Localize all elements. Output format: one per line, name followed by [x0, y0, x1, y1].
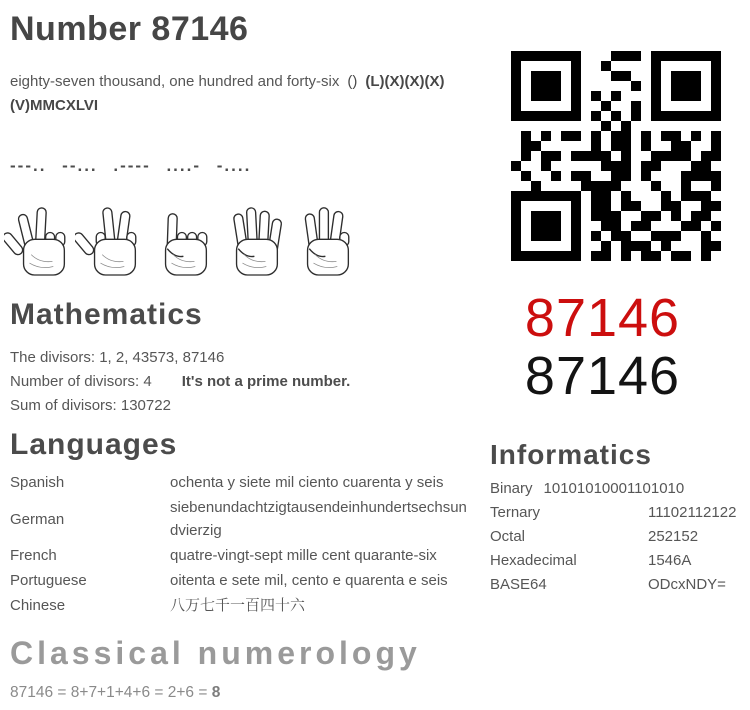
- finger-counting-row: [4, 196, 356, 286]
- numerology-equation: 87146 = 8+7+1+4+6 = 2+6 =: [10, 684, 212, 701]
- roman-numeral: (L)(X)(X)(X)(V)MMCXLVI: [10, 73, 445, 114]
- numerology-heading: Classical numerology: [10, 635, 421, 671]
- language-row: [10, 543, 468, 568]
- informatics-row: [490, 525, 736, 549]
- hand-sign-8-icon: [4, 196, 72, 286]
- informatics-value: 252152: [648, 528, 699, 545]
- divisor-sum-line: Sum of divisors: 130722: [10, 397, 171, 414]
- divisors-line: The divisors: 1, 2, 43573, 87146: [10, 349, 225, 366]
- language-row: [10, 568, 468, 593]
- informatics-value: 11102112122: [648, 504, 737, 521]
- prime-note: It's not a prime number.: [181, 373, 351, 390]
- language-row: [10, 593, 468, 618]
- language-value: 八万七千一百四十六: [170, 597, 306, 614]
- numerology-formula: [10, 682, 220, 704]
- informatics-value: 10101010001101010: [543, 480, 685, 497]
- numerology-result: 8: [211, 684, 221, 701]
- language-label: French: [10, 547, 57, 564]
- language-row: [10, 470, 468, 495]
- language-value: oitenta e sete mil, cento e quarenta e seis: [170, 572, 448, 589]
- hand-sign-6-icon: [288, 196, 356, 286]
- hand-sign-7-icon: [75, 196, 143, 286]
- big-number-red: 87146: [524, 288, 681, 348]
- language-label: Chinese: [10, 597, 66, 614]
- mathematics-heading: Mathematics: [10, 298, 203, 331]
- language-value: ochenta y siete mil ciento cuarenta y seis: [170, 474, 444, 491]
- divisor-count-line: [10, 370, 350, 394]
- hand-sign-4-icon: [217, 196, 285, 286]
- language-label: Spanish: [10, 474, 65, 491]
- informatics-value: ODcxNDY=: [648, 576, 726, 593]
- informatics-row: [490, 501, 736, 525]
- informatics-label: Binary: [490, 480, 533, 497]
- informatics-row: [490, 573, 736, 597]
- mathematics-section: [10, 346, 350, 418]
- language-row: [10, 495, 468, 543]
- informatics-label: BASE64: [490, 576, 547, 593]
- informatics-value: 1546A: [648, 552, 692, 569]
- informatics-table: [490, 477, 736, 597]
- language-label: Portuguese: [10, 572, 87, 589]
- empty-parentheses: (): [347, 73, 358, 90]
- language-value: quatre-vingt-sept mille cent quarante-six: [170, 547, 437, 564]
- number-word-name: [10, 70, 468, 118]
- qr-code: [511, 51, 721, 261]
- informatics-row: [490, 549, 736, 573]
- page-title: Number 87146: [10, 10, 249, 48]
- informatics-label: Ternary: [490, 504, 541, 521]
- language-value: siebenundachtzigtausendeinhundertsechsundvierzig: [170, 499, 467, 539]
- informatics-heading: Informatics: [490, 439, 652, 470]
- big-number-black: 87146: [524, 346, 681, 406]
- divisor-count: Number of divisors: 4: [10, 373, 152, 390]
- languages-table: [10, 470, 468, 618]
- number-in-words: eighty-seven thousand, one hundred and forty-six: [10, 73, 340, 90]
- informatics-row: [490, 477, 736, 501]
- informatics-label: Hexadecimal: [490, 552, 577, 569]
- hand-sign-1-icon: [146, 196, 214, 286]
- morse-code: ---.. --... .---- ....- -....: [10, 156, 252, 175]
- languages-heading: Languages: [10, 428, 178, 461]
- language-label: German: [10, 510, 65, 528]
- informatics-label: Octal: [490, 528, 526, 545]
